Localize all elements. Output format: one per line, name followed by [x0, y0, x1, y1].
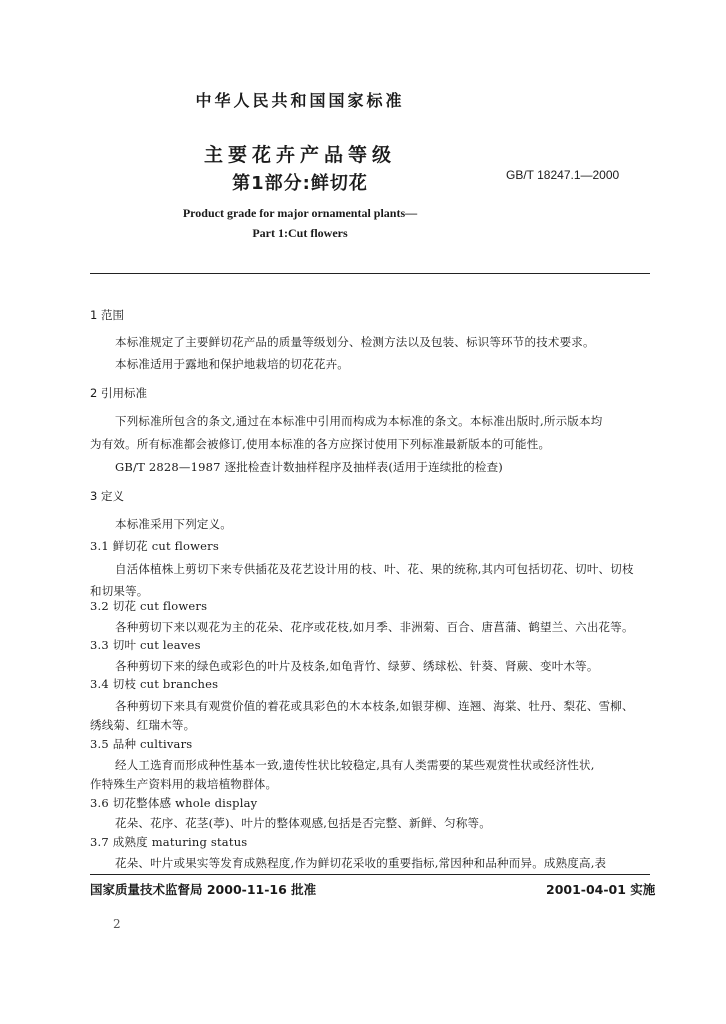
- section-heading: 2 引用标准: [90, 386, 147, 400]
- footer-divider: [90, 874, 650, 875]
- paragraph: 本标准适用于露地和保护地栽培的切花花卉。: [115, 357, 349, 371]
- definition-text: 各种剪切下来的绿色或彩色的叶片及枝条,如龟背竹、绿萝、绣球松、针葵、肾蕨、变叶木等。: [115, 659, 599, 673]
- reference-standard: GB/T 2828—1987 逐批检查计数抽样程序及抽样表(适用于连续批的检查): [115, 460, 503, 474]
- definition-text: 经人工选育而形成种性基本一致,遗传性状比较稳定,具有人类需要的某些观赏性状或经济性状,: [115, 758, 595, 772]
- english-subtitle: Part 1:Cut flowers: [252, 226, 348, 240]
- paragraph: 本标准规定了主要鲜切花产品的质量等级划分、检测方法以及包装、标识等环节的技术要求。: [115, 335, 595, 349]
- document-subtitle: 第1部分:鲜切花: [232, 173, 368, 194]
- definition-term: 3.2 切花 cut flowers: [90, 599, 208, 613]
- standard-code: GB/T 18247.1—2000: [506, 168, 620, 182]
- section-heading: 1 范围: [90, 308, 124, 322]
- approval-date: 国家质量技术监督局 2000-11-16 批准: [90, 882, 317, 897]
- definition-term: 3.3 切叶 cut leaves: [90, 638, 201, 652]
- definition-term: 3.6 切花整体感 whole display: [90, 796, 258, 810]
- definition-term: 3.5 品种 cultivars: [90, 737, 193, 751]
- definition-term: 3.7 成熟度 maturing status: [90, 835, 248, 849]
- issuing-organization: 中华人民共和国国家标准: [195, 91, 405, 110]
- paragraph: 为有效。所有标准都会被修订,使用本标准的各方应探讨使用下列标准最新版本的可能性。: [90, 437, 551, 451]
- definition-text: 各种剪切下来具有观赏价值的着花或具彩色的木本枝条,如银芽柳、连翘、海棠、牡丹、梨花、雪柳、: [115, 699, 634, 713]
- section-heading: 3 定义: [90, 489, 124, 503]
- page-number: 2: [113, 917, 121, 931]
- definition-text: 和切果等。: [90, 584, 149, 598]
- definition-term: 3.4 切枝 cut branches: [90, 677, 219, 691]
- definition-text: 作特殊生产资料用的栽培植物群体。: [90, 777, 278, 791]
- definition-text: 各种剪切下来以观花为主的花朵、花序或花枝,如月季、非洲菊、百合、唐菖蒲、鹤望兰、六出花等。: [115, 620, 634, 634]
- definition-text: 绣线菊、红瑞木等。: [90, 718, 196, 732]
- paragraph: 本标准采用下列定义。: [115, 517, 232, 531]
- english-title: Product grade for major ornamental plants—: [182, 206, 418, 220]
- effective-date: 2001-04-01 实施: [546, 882, 656, 897]
- definition-term: 3.1 鲜切花 cut flowers: [90, 539, 219, 553]
- definition-text: 自活体植株上剪切下来专供插花及花艺设计用的枝、叶、花、果的统称,其内可包括切花、切叶、切枝: [115, 562, 634, 576]
- definition-text: 花朵、花序、花茎(葶)、叶片的整体观感,包括是否完整、新鲜、匀称等。: [115, 816, 491, 830]
- document-title: 主要花卉产品等级: [203, 144, 396, 166]
- definition-text: 花朵、叶片或果实等发育成熟程度,作为鲜切花采收的重要指标,常因种和品种而异。成熟度高,表: [115, 856, 607, 870]
- header-divider: [90, 273, 650, 274]
- paragraph: 下列标准所包含的条文,通过在本标准中引用而构成为本标准的条文。本标准出版时,所示版本均: [115, 414, 603, 428]
